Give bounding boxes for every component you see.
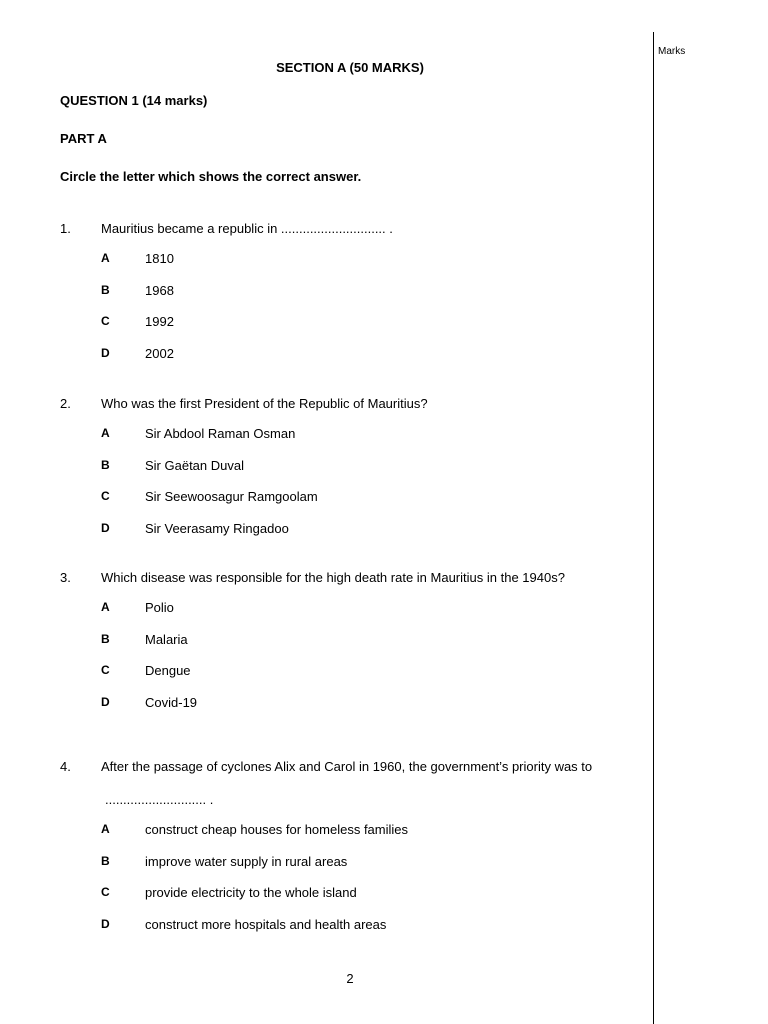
option-text: Sir Seewoosagur Ramgoolam (145, 489, 318, 504)
option-letter: A (101, 600, 110, 614)
option-text: Sir Gaëtan Duval (145, 458, 244, 473)
question-number: 3. (60, 570, 71, 585)
option-letter: A (101, 822, 110, 836)
option-letter: A (101, 251, 110, 265)
option-letter: B (101, 632, 110, 646)
option-letter: B (101, 854, 110, 868)
answer-option-a[interactable] (0, 251, 600, 269)
option-text: 2002 (145, 346, 174, 361)
option-letter: C (101, 885, 110, 899)
option-text: provide electricity to the whole island (145, 885, 357, 900)
question-text: Which disease was responsible for the high death rate in Mauritius in the 1940s? (101, 570, 565, 585)
answer-option-c[interactable] (0, 314, 600, 332)
marks-margin-rule (653, 32, 654, 1024)
answer-option-c[interactable] (0, 489, 600, 507)
option-letter: C (101, 489, 110, 503)
option-letter: A (101, 426, 110, 440)
option-letter: D (101, 521, 110, 535)
option-text: Malaria (145, 632, 188, 647)
option-text: improve water supply in rural areas (145, 854, 348, 869)
answer-option-a[interactable] (0, 822, 600, 840)
question-number: 1. (60, 221, 71, 236)
answer-option-c[interactable] (0, 663, 600, 681)
answer-option-a[interactable] (0, 426, 600, 444)
option-text: Polio (145, 600, 174, 615)
option-letter: D (101, 695, 110, 709)
question-number: 4. (60, 759, 71, 774)
question-text: Who was the first President of the Republic of Mauritius? (101, 396, 428, 411)
option-text: Sir Abdool Raman Osman (145, 426, 296, 441)
answer-option-d[interactable] (0, 695, 600, 713)
option-text: 1968 (145, 283, 174, 298)
option-text: construct cheap houses for homeless families (145, 822, 409, 837)
option-letter: C (101, 314, 110, 328)
answer-option-b[interactable] (0, 854, 600, 872)
part-heading: PART A (60, 131, 107, 146)
option-text: Sir Veerasamy Ringadoo (145, 521, 289, 536)
answer-blank-line: ............................ . (105, 792, 214, 807)
answer-option-d[interactable] (0, 521, 600, 539)
question-text: Mauritius became a republic in ............................. . (101, 221, 393, 236)
answer-option-b[interactable] (0, 458, 600, 476)
option-text: Covid-19 (145, 695, 198, 710)
option-text: construct more hospitals and health areas (145, 917, 387, 932)
answer-option-a[interactable] (0, 600, 600, 618)
question-heading: QUESTION 1 (14 marks) (60, 93, 208, 108)
answer-option-d[interactable] (0, 346, 600, 364)
option-text: 1992 (145, 314, 174, 329)
marks-column-label: Marks (658, 46, 686, 57)
option-text: 1810 (145, 251, 174, 266)
option-letter: B (101, 283, 110, 297)
option-letter: D (101, 346, 110, 360)
question-number: 2. (60, 396, 71, 411)
page-number: 2 (346, 971, 354, 986)
question-text: After the passage of cyclones Alix and Carol in 1960, the government’s priority was to (101, 759, 593, 774)
instruction-text: Circle the letter which shows the correct answer. (60, 169, 362, 184)
answer-option-b[interactable] (0, 632, 600, 650)
answer-option-c[interactable] (0, 885, 600, 903)
answer-option-b[interactable] (0, 283, 600, 301)
section-title: SECTION A (50 MARKS) (276, 60, 424, 75)
option-letter: D (101, 917, 110, 931)
answer-option-d[interactable] (0, 917, 600, 935)
option-text: Dengue (145, 663, 191, 678)
option-letter: C (101, 663, 110, 677)
option-letter: B (101, 458, 110, 472)
